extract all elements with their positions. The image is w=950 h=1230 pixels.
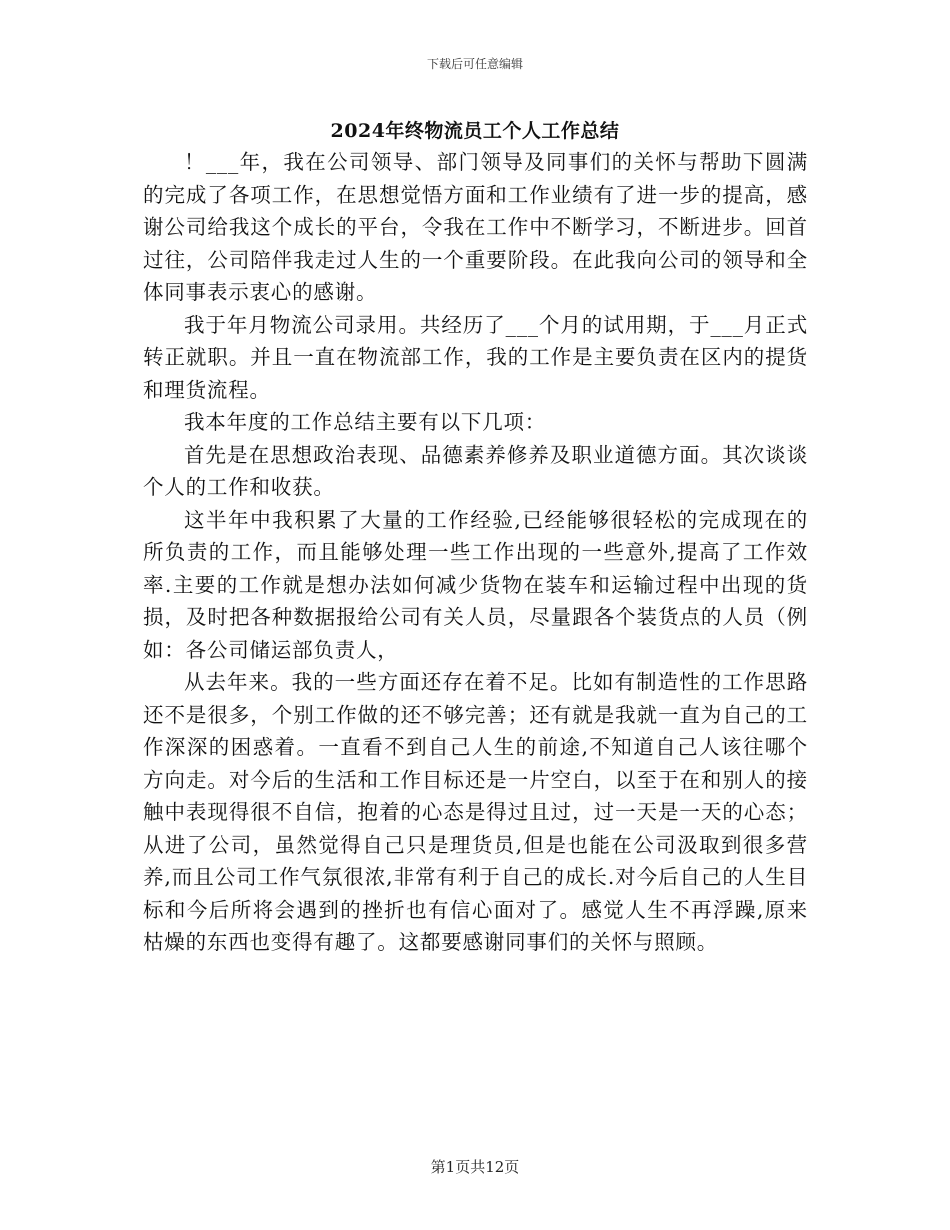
document-title: 2024年终物流员工个人工作总结	[330, 120, 620, 142]
paragraph: 从去年来。我的一些方面还存在着不足。比如有制造性的工作思路还不是很多，个别工作做的还不够完善；还有就是我就一直为自己的工作深深的困惑着。一直看不到自己人生的前途,不知道自己人该往哪个方向走。对今后的生活和工作目标还是一片空白，以至于在和别人的接触中表现得很不自信，抱着的心态是得过且过，过一天是一天的心态；从进了公司，虽然觉得自己只是理货员,但是也能在公司汲取到很多营养,而且公司工作气氛很浓,非常有利于自己的成长.对今后自己的人生目标和今后所将会遇到的挫折也有信心面对了。感觉人生不再浮躁,原来枯燥的东西也变得有趣了。这都要感谢同事们的关怀与照顾。	[143, 670, 808, 954]
page-indicator: 第1页共12页	[430, 1158, 520, 1176]
paragraph: 我于年月物流公司录用。共经历了___个月的试用期，于___月正式转正就职。并且一直在物流部工作，我的工作是主要负责在区内的提货和理货流程。	[143, 312, 808, 402]
paragraph: 这半年中我积累了大量的工作经验,已经能够很轻松的完成现在的所负责的工作，而且能够处理一些工作出现的一些意外,提高了工作效率.主要的工作就是想办法如何减少货物在装车和运输过程中出现的货损，及时把各种数据报给公司有关人员，尽量跟各个装货点的人员（例如：各公司储运部负责人，	[143, 507, 808, 662]
paragraph: 我本年度的工作总结主要有以下几项：	[184, 410, 547, 434]
header-note: 下载后可任意编辑	[426, 57, 523, 71]
document-body	[143, 146, 808, 959]
paragraph: 首先是在思想政治表现、品德素养修养及职业道德方面。其次谈谈个人的工作和收获。	[143, 442, 808, 499]
paragraph: ！___年，我在公司领导、部门领导及同事们的关怀与帮助下圆满的完成了各项工作，在思想觉悟方面和工作业绩有了进一步的提高，感谢公司给我这个成长的平台，令我在工作中不断学习，不断进步。回首过往，公司陪伴我走过人生的一个重要阶段。在此我向公司的领导和全体同事表示衷心的感谢。	[143, 150, 808, 304]
